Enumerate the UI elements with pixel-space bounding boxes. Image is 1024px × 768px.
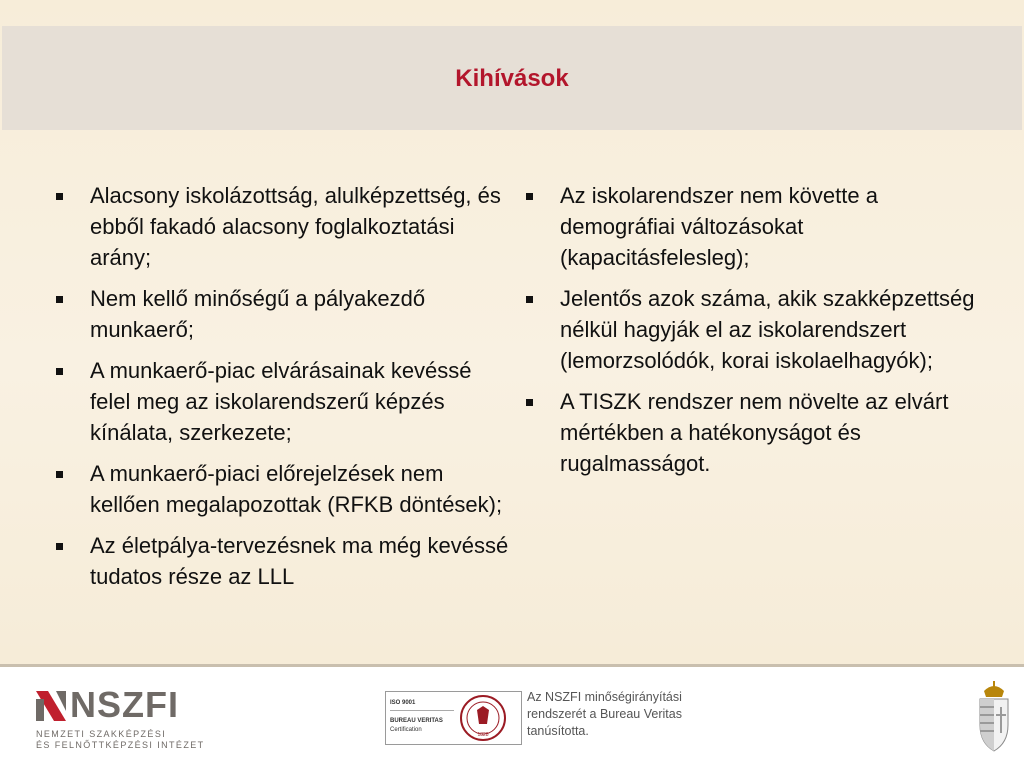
cert-text-line: Az NSZFI minőségirányítási [527, 690, 682, 704]
right-bullet-list [522, 180, 982, 479]
nszfi-mark-icon [36, 689, 70, 723]
right-column [522, 180, 982, 489]
logo-subtitle-line: NEMZETI SZAKKÉPZÉSI [36, 729, 167, 739]
certification-badge [385, 691, 522, 745]
slide-title: Kihívások [455, 65, 569, 92]
bullet-item: Az iskolarendszer nem követte a demográfiai változásokat (kapacitásfelesleg); [522, 180, 982, 273]
logo-subtitle-line: ÉS FELNŐTTKÉPZÉSI INTÉZET [36, 740, 205, 750]
cert-iso-label: ISO 9001 [390, 700, 416, 706]
bullet-item: Az életpálya-tervezésnek ma még kevéssé tudatos része az LLL [52, 530, 512, 592]
nszfi-logo [36, 684, 205, 751]
cert-bv-label: BUREAU VERITAS [390, 718, 443, 724]
bullet-item: Alacsony iskolázottság, alulképzettség, és ebből fakadó alacsony foglalkoztatási arány; [52, 180, 512, 273]
certification-text [527, 689, 727, 740]
left-column [52, 180, 512, 602]
hungarian-coat-of-arms-icon [974, 677, 1014, 757]
logo-wordmark: NSZFI [70, 684, 179, 725]
cert-text-line: rendszerét a Bureau Veritas [527, 707, 682, 721]
bullet-item: Nem kellő minőségű a pályakezdő munkaerő; [52, 283, 512, 345]
logo-subtitle [36, 729, 205, 751]
cert-divider [390, 710, 454, 711]
bullet-item: Jelentős azok száma, akik szakképzettség nélkül hagyják el az iskolarendszert (lemorzsolódók, korai iskolaelhagyók); [522, 283, 982, 376]
cert-type-label: Certification [390, 727, 422, 733]
left-bullet-list [52, 180, 512, 592]
bullet-item: A munkaerő-piaci előrejelzések nem kellően megalapozottak (RFKB döntések); [52, 458, 512, 520]
footer [0, 667, 1024, 768]
bullet-item: A TISZK rendszer nem növelte az elvárt mértékben a hatékonyságot és rugalmasságot. [522, 386, 982, 479]
bureau-veritas-seal-icon [459, 694, 507, 742]
cert-text-line: tanúsította. [527, 724, 589, 738]
bullet-item: A munkaerő-piac elvárásainak kevéssé felel meg az iskolarendszerű képzés kínálata, szerkezete; [52, 355, 512, 448]
seal-year: 1828 [477, 732, 489, 738]
